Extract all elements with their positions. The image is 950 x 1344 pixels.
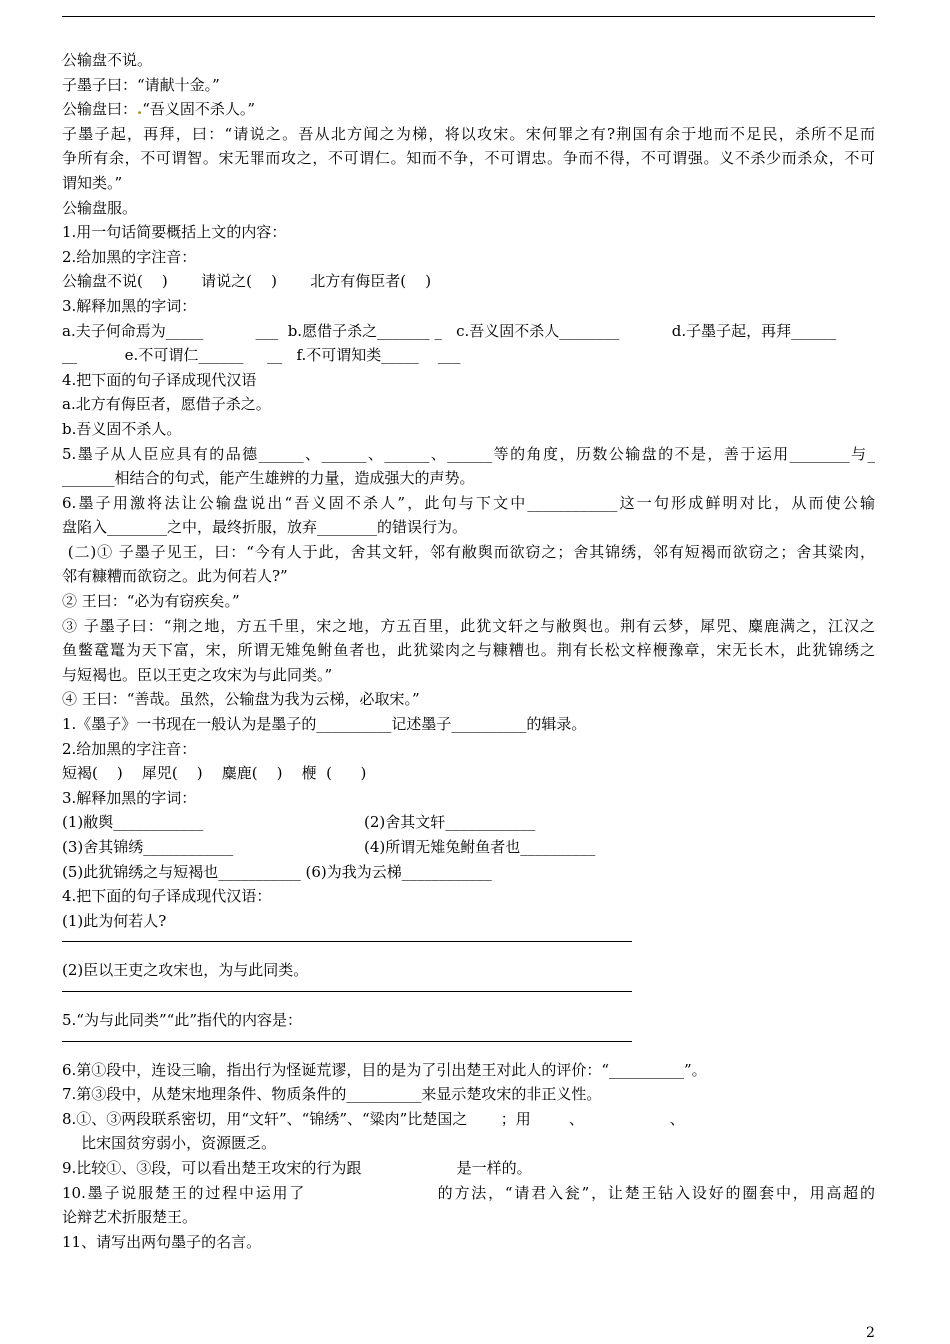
answer-line [62,991,632,992]
question-2-items: 短褐( ) 犀兕( ) 麋鹿( ) 楩 ( ) [62,764,367,783]
text-line: 争所有余，不可谓智。宋无罪而攻之，不可谓仁。知而不争，不可谓忠。争而不得，不可谓强。义不杀少而杀众，不可 [62,149,875,168]
question-3-line: __ e.不可谓仁______ __ f.不可谓知类_____ ___ [62,346,461,365]
text-segment: “吾义固不杀人。” [142,100,256,119]
question-4-1: (1)此为何若人? [62,911,167,930]
question-3-row [62,835,875,860]
question-7: 7.第③段中，从楚宋地理条件、物质条件的__________来显示楚攻宋的非正义性。 [62,1085,602,1104]
answer-line [62,941,632,942]
text-line: 公输盘服。 [62,198,138,217]
question-8: 8.①、③两段联系密切，用“文轩”、“锦绣”、“粱肉”比楚国之 ；用 、 、 [62,1109,685,1128]
text-line: ③ 子墨子曰：“荆之地，方五千里，宋之地，方五百里，此犹文轩之与敝舆也。荆有云梦，犀兕、麋鹿满之，江汉之 [62,616,875,635]
text-line: 鱼鳖鼋鼍为天下富，宋，所谓无雉兔鲋鱼者也，此犹粱肉之与糠糟也。荆有长松文梓楩豫章，宋无长木，此犹锦绣之 [62,641,875,660]
page-number: 2 [866,1325,875,1341]
text-line [62,97,875,122]
question-1: 1.《墨子》一书现在一般认为是墨子的__________记述墨子__________的辑录。 [62,715,587,734]
question-11: 11、请写出两句墨子的名言。 [62,1232,262,1251]
question-5: 5.“为与此同类”“此”指代的内容是： [62,1010,302,1029]
question-5-cont: _______相结合的句式，能产生雄辨的力量，造成强大的声势。 [62,469,475,488]
question-9: 9.比较①、③段，可以看出楚王攻宋的行为跟 是一样的。 [62,1158,532,1177]
question-1: 1.用一句话简要概括上文的内容： [62,223,287,242]
document-body [62,48,875,1254]
question-6: 6.墨子用激将法让公输盘说出“吾义固不杀人”，此句与下文中____________这一句形成鲜明对比，从而使公输 [62,493,875,512]
text-line: (二)① 子墨子见王，曰：“今有人于此，舍其文轩，邻有敝舆而欲窃之；舍其锦绣，邻有短褐而欲窃之；舍其粱肉， [62,542,875,561]
question-8-cont: 比宋国贫穷弱小，资源匮乏。 [62,1134,277,1153]
text-line: 邻有糠糟而欲窃之。此为何若人?” [62,567,288,586]
question-4-a: a.北方有侮臣者，愿借子杀之。 [62,395,271,414]
question-3-item: (4)所谓无雉兔鲋鱼者也__________ [364,838,596,856]
text-line: ④ 王曰：“善哉。虽然，公输盘为我为云梯，必取宋。” [62,690,420,709]
question-4-b: b.吾义固不杀人。 [62,419,182,438]
text-segment: 公输盘曰： [62,100,138,119]
question-3-row: (5)此犹锦绣之与短褐也___________ (6)为我为云梯____________ [62,862,492,881]
question-4: 4.把下面的句子译成现代汉语 [62,370,257,389]
question-3: 3.解释加黑的字词： [62,296,197,315]
question-3-item: (3)舍其锦绣____________ [62,838,234,856]
mark-dot: . [137,100,143,119]
text-line: 与短褐也。臣以王吏之攻宋为与此同类。” [62,665,333,684]
question-3-item: (2)舍其文轩____________ [364,813,536,832]
question-2-items: 公输盘不说( ) 请说之( ) 北方有侮臣者( ) [62,272,432,291]
question-4-2: (2)臣以王吏之攻宋也，为与此同类。 [62,961,309,980]
question-3-item: (1)敝舆____________ [62,813,204,832]
question-5: 5.墨子从人臣应具有的品德______、______、______、______等的角度，历数公输盘的不是，善于运用________与_ [62,444,875,463]
question-10-cont: 论辩艺术折服楚王。 [62,1208,198,1227]
text-line: 谓知类。” [62,173,123,192]
question-6: 6.第①段中，连设三喻，指出行为怪诞荒谬，目的是为了引出楚王对此人的评价：“__________”。 [62,1060,707,1079]
text-line: 子墨子起，再拜，曰：“请说之。吾从北方闻之为梯，将以攻宋。宋何罪之有?荆国有余于地而不足民，杀所不足而 [62,124,875,143]
question-3-row [62,810,875,835]
answer-line [62,1041,632,1042]
question-2: 2.给加黑的字注音： [62,247,197,266]
question-3: 3.解释加黑的字词： [62,788,197,807]
question-3-line: a.夫子何命焉为_____ ___ b.愿借子杀之_______ _ c.吾义固不杀人________ d.子墨子起，再拜______ [62,321,837,340]
question-10: 10.墨子说服楚王的过程中运用了 的方法，“请君入瓮”，让楚王钻入设好的圈套中，用高超的 [62,1183,875,1202]
question-2: 2.给加黑的字注音： [62,739,197,758]
text-line: 子墨子曰：“请献十金。” [62,75,220,94]
question-4: 4.把下面的句子译成现代汉语： [62,887,272,906]
question-6-cont: 盘陷入________之中，最终折服，放弃________的错误行为。 [62,518,468,537]
text-line: ② 王曰：“必为有窃疾矣。” [62,592,240,611]
text-line: 公输盘不说。 [62,51,153,69]
header-rule [62,16,875,17]
